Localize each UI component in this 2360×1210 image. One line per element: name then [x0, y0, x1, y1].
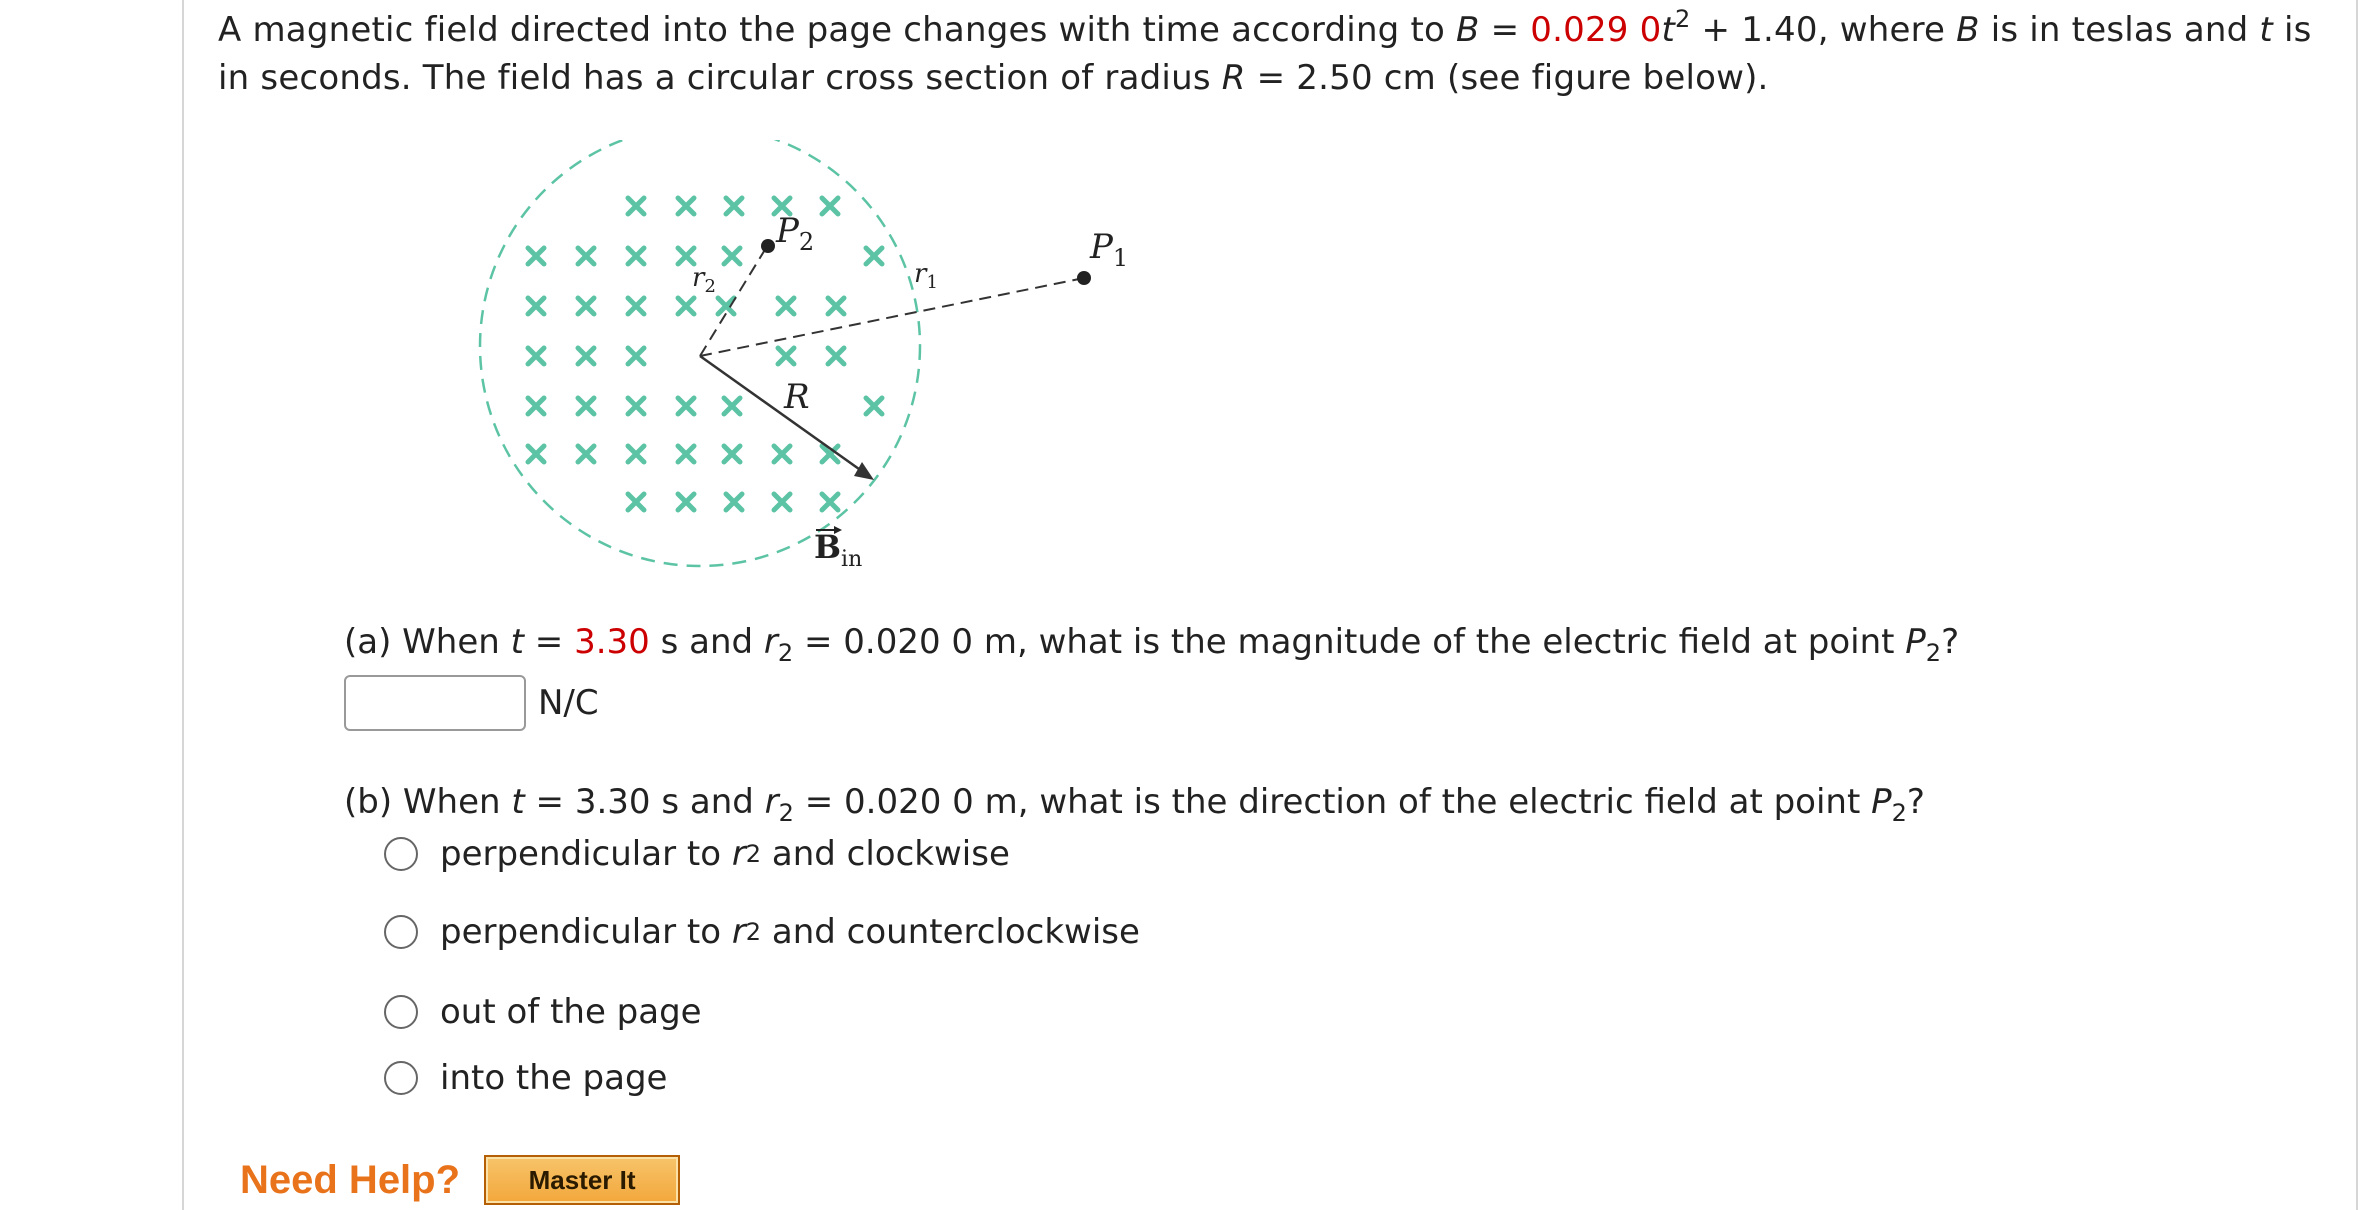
field-cross: [678, 248, 694, 264]
label-P2: $P_2$: [776, 211, 815, 256]
field-cross: [822, 198, 838, 214]
field-cross: [678, 446, 694, 462]
part-a-answer-row: [344, 672, 599, 734]
label-B-in: $B_{in}$: [814, 528, 863, 572]
part-a-t-value: 3.30: [574, 622, 650, 662]
radius-arrowhead: [854, 462, 874, 480]
problem-text-3: is in teslas and: [1979, 10, 2260, 50]
field-cross: [578, 398, 594, 414]
field-cross: [822, 494, 838, 510]
part-a-P-sub: 2: [1925, 639, 1942, 667]
part-b-r-sub: 2: [778, 799, 794, 827]
part-a-eq: =: [523, 622, 575, 662]
part-a-var-P: P: [1905, 622, 1926, 662]
option-out-of-page[interactable]: [384, 988, 702, 1036]
part-b-rest-2: = 0.020 0 m, what is the direction of the electric field at point: [793, 782, 1872, 822]
field-cross: [724, 248, 740, 264]
radio-button[interactable]: [384, 995, 418, 1029]
point-P1-dot: [1077, 271, 1091, 285]
field-cross: [628, 198, 644, 214]
electric-field-magnitude-input[interactable]: [344, 675, 526, 731]
field-cross: [528, 398, 544, 414]
part-b-prefix: (b) When: [344, 782, 512, 822]
field-cross: [724, 446, 740, 462]
part-a-var-r: r: [763, 622, 778, 662]
point-P2-dot: [761, 239, 775, 253]
right-border: [2356, 0, 2358, 1210]
equals: =: [1479, 10, 1531, 50]
plus-term: + 1.40,: [1690, 10, 1829, 50]
r1-line: [700, 278, 1084, 356]
radio-button[interactable]: [384, 837, 418, 871]
field-cross: [628, 348, 644, 364]
option-text: into the page: [440, 1058, 668, 1098]
part-a-rest: = 0.020 0 m, what is the magnitude of the electric field at point: [793, 622, 1906, 662]
part-b-question: [344, 778, 1925, 826]
field-cross: [528, 298, 544, 314]
field-cross: [726, 494, 742, 510]
problem-text-4: is in seconds. The field has a circular cross section of radius: [218, 10, 2312, 98]
r2-line: [700, 248, 766, 356]
field-cross: [628, 494, 644, 510]
master-it-button[interactable]: Master It: [484, 1155, 680, 1205]
part-b-rest-1: = 3.30 s and: [524, 782, 765, 822]
field-cross: [628, 248, 644, 264]
field-cross: [866, 248, 882, 264]
field-cross: [678, 198, 694, 214]
problem-text-5: = 2.50 cm (see figure below).: [1245, 58, 1769, 98]
field-cross: [578, 298, 594, 314]
problem-text-1: A magnetic field directed into the page changes with time according to: [218, 10, 1457, 50]
field-cross: [866, 398, 882, 414]
field-cross: [828, 298, 844, 314]
option-var: r: [731, 834, 746, 874]
label-P1: $P_1$: [1090, 227, 1129, 272]
part-a-prefix: (a) When: [344, 622, 511, 662]
field-cross: [774, 446, 790, 462]
field-cross: [628, 398, 644, 414]
label-r1: $r_1$: [914, 259, 938, 293]
unit-label: N/C: [538, 683, 599, 723]
part-b-var-t: t: [511, 782, 525, 822]
label-r2: $r_2$: [692, 263, 716, 297]
field-cross: [678, 398, 694, 414]
field-cross: [528, 348, 544, 364]
label-R: R: [784, 377, 810, 417]
part-a-r-sub: 2: [777, 639, 794, 667]
exponent: 2: [1675, 5, 1691, 33]
field-cross: [528, 446, 544, 462]
field-cross: [578, 446, 594, 462]
part-a-var-t: t: [510, 622, 524, 662]
option-text-post: and clockwise: [761, 834, 1010, 874]
option-text-post: and counterclockwise: [761, 912, 1140, 952]
radio-button[interactable]: [384, 915, 418, 949]
var-B-2: B: [1956, 10, 1980, 50]
var-t: t: [1661, 10, 1675, 50]
field-coefficient: 0.029 0: [1530, 10, 1662, 50]
problem-text-2: where: [1828, 10, 1957, 50]
part-a-question: [344, 618, 1959, 666]
part-b-var-P: P: [1871, 782, 1892, 822]
help-row: [240, 1150, 680, 1210]
option-perpendicular-clockwise[interactable]: perpendicular to r 2 and clockwise: [384, 830, 1010, 878]
option-text: perpendicular to: [440, 912, 721, 952]
part-b-end: ?: [1906, 782, 1925, 822]
field-cross: [778, 348, 794, 364]
part-b-var-r: r: [764, 782, 779, 822]
field-cross: [628, 298, 644, 314]
field-cross: [678, 494, 694, 510]
option-text: perpendicular to: [440, 834, 721, 874]
field-cross: [774, 494, 790, 510]
var-R: R: [1221, 58, 1246, 98]
field-cross: [828, 348, 844, 364]
part-a-end: ?: [1941, 622, 1960, 662]
part-a-mid: s and: [649, 622, 764, 662]
left-border: [182, 0, 184, 1210]
option-perpendicular-counterclockwise[interactable]: perpendicular to r 2 and counterclockwise: [384, 908, 1140, 956]
magnetic-field-figure: [470, 140, 1170, 600]
field-cross: [726, 198, 742, 214]
field-cross: [528, 248, 544, 264]
need-help-label: Need Help?: [240, 1157, 461, 1202]
option-var: r: [731, 912, 746, 952]
field-cross: [578, 348, 594, 364]
part-b-P-sub: 2: [1891, 799, 1907, 827]
field-cross: [578, 248, 594, 264]
field-cross: [778, 298, 794, 314]
field-boundary-circle: [480, 140, 920, 566]
option-text: out of the page: [440, 992, 702, 1032]
radio-button[interactable]: [384, 1061, 418, 1095]
problem-statement: [218, 6, 2328, 102]
var-t-2: t: [2259, 10, 2273, 50]
option-into-page[interactable]: [384, 1054, 667, 1102]
var-B: B: [1456, 10, 1480, 50]
field-cross: [678, 298, 694, 314]
field-cross: [724, 398, 740, 414]
field-cross: [628, 446, 644, 462]
